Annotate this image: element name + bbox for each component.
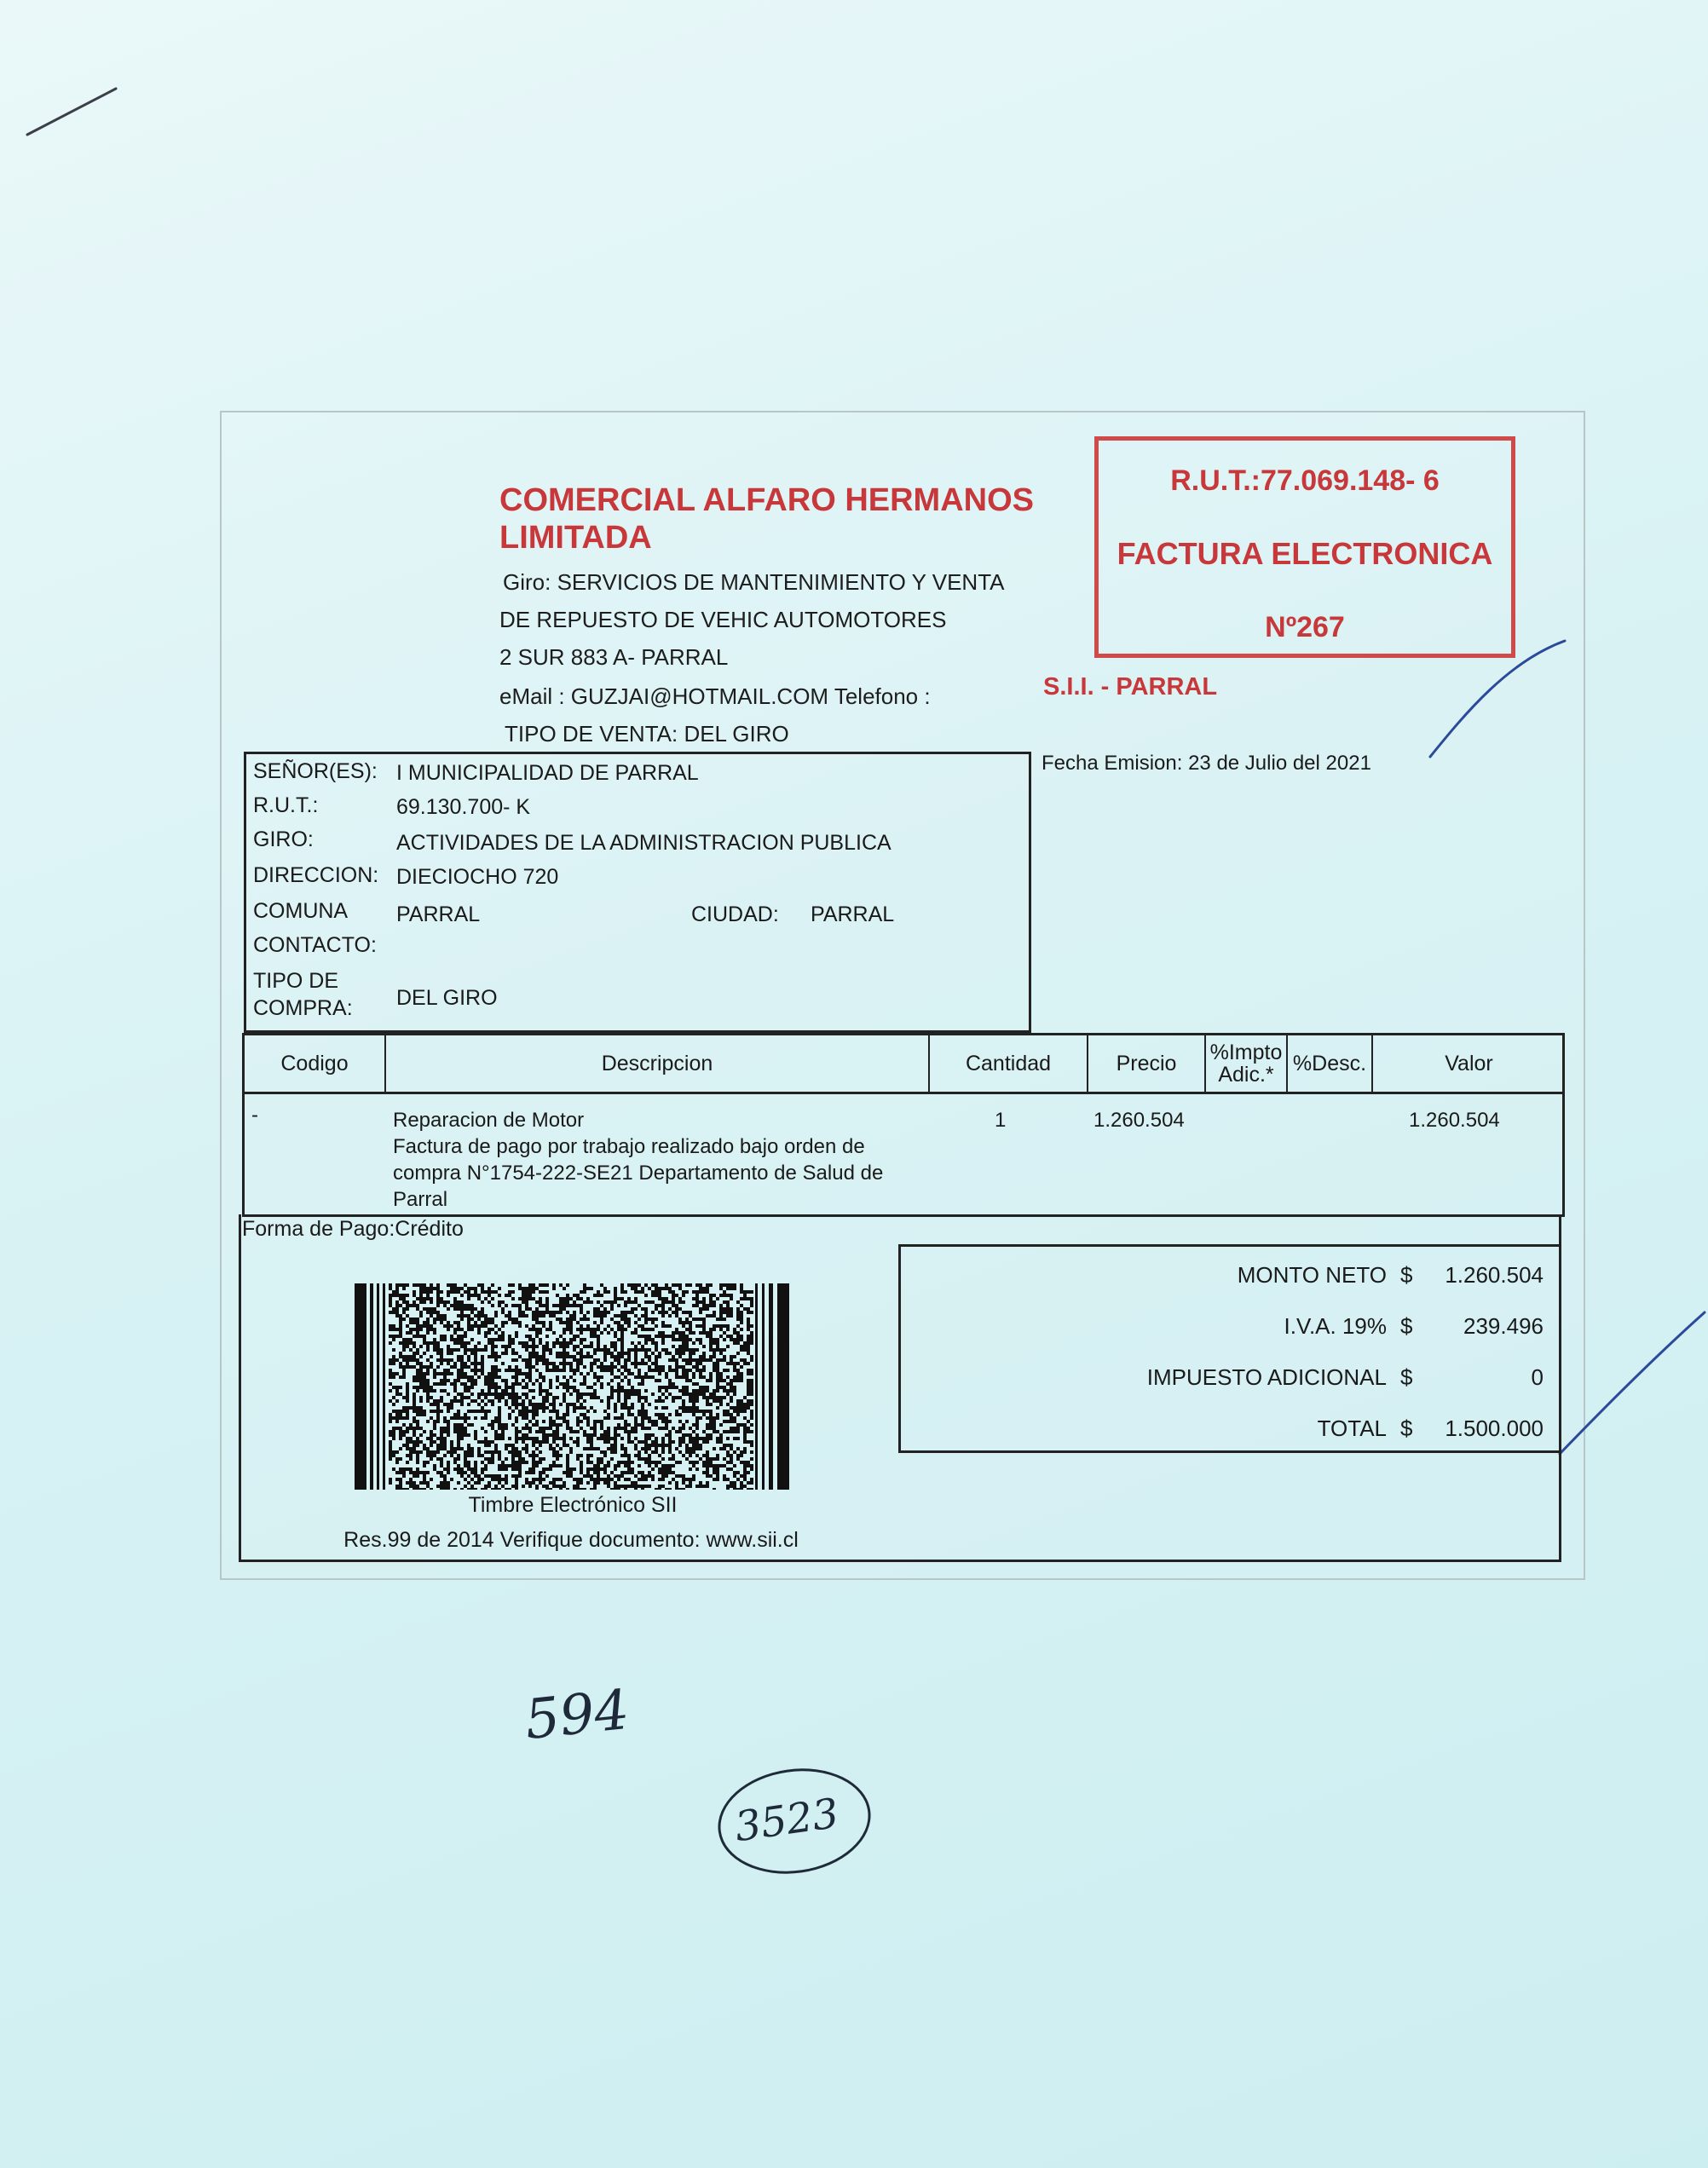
issuer-name-line-1: COMERCIAL ALFARO HERMANOS (499, 482, 1034, 518)
client-contact-label: CONTACTO: (253, 933, 377, 957)
currency-symbol: $ (1400, 1313, 1413, 1339)
timbre-label: Timbre Electrónico SII (468, 1493, 678, 1517)
row-cantidad: 1 (995, 1109, 1007, 1132)
client-name: I MUNICIPALIDAD DE PARRAL (396, 761, 699, 785)
adicional-label: IMPUESTO ADICIONAL (1146, 1364, 1387, 1390)
row-precio: 1.260.504 (1093, 1109, 1185, 1132)
rut-box (1094, 436, 1515, 658)
row-desc-line-3: compra N°1754-222-SE21 Departamento de Salud de (393, 1162, 884, 1185)
issuer-giro-line-1: Giro: SERVICIOS DE MANTENIMIENTO Y VENTA (503, 569, 1005, 595)
neto-value: 1.260.504 (1445, 1262, 1544, 1288)
total-label: TOTAL (1317, 1416, 1387, 1441)
document-number: Nº267 (1265, 611, 1345, 643)
issuer-contact: eMail : GUZJAI@HOTMAIL.COM Telefono : (499, 683, 931, 709)
col-header-impto-line-1: %Impto (1209, 1041, 1283, 1064)
client-giro: ACTIVIDADES DE LA ADMINISTRACION PUBLICA (396, 831, 892, 855)
iva-label: I.V.A. 19% (1284, 1313, 1387, 1339)
row-codigo: - (251, 1104, 258, 1127)
col-header-descripcion: Descripcion (386, 1035, 930, 1092)
client-rut: 69.130.700- K (396, 795, 531, 819)
total-row-adicional (901, 1364, 1559, 1398)
col-header-impto (1206, 1035, 1288, 1092)
resolution-text: Res.99 de 2014 Verifique documento: www.sii.cl (343, 1528, 799, 1552)
handwritten-circled-number: 3523 (731, 1789, 842, 1852)
total-value: 1.500.000 (1445, 1416, 1544, 1441)
total-row-iva (901, 1313, 1559, 1347)
row-valor: 1.260.504 (1409, 1109, 1500, 1132)
issuer-sale-type: TIPO DE VENTA: DEL GIRO (505, 721, 789, 747)
issuer-giro-line-2: DE REPUESTO DE VEHIC AUTOMOTORES (499, 607, 947, 632)
iva-value: 239.496 (1463, 1313, 1544, 1339)
timbre-barcode (355, 1283, 791, 1490)
sii-office: S.I.I. - PARRAL (1043, 673, 1218, 701)
row-desc-line-4: Parral (393, 1188, 448, 1211)
issue-date-label: Fecha Emision: (1042, 752, 1183, 775)
client-giro-label: GIRO: (253, 827, 314, 851)
client-purchase-type: DEL GIRO (396, 986, 498, 1010)
row-desc-line-1: Reparacion de Motor (393, 1109, 585, 1132)
issuer-name-line-2: LIMITADA (499, 520, 652, 556)
currency-symbol: $ (1400, 1262, 1413, 1288)
currency-symbol: $ (1400, 1364, 1413, 1390)
client-address-label: DIRECCION: (253, 863, 379, 887)
client-purchase-type-label-1: TIPO DE (253, 969, 339, 993)
client-city-label: CIUDAD: (691, 902, 779, 926)
client-box (244, 752, 1031, 1033)
check-mark (1423, 636, 1577, 764)
col-header-impto-line-2: Adic.* (1218, 1063, 1274, 1087)
rut-number: R.U.T.:77.069.148- 6 (1170, 464, 1440, 497)
payment-method: Forma de Pago:Crédito (242, 1217, 464, 1241)
header-rule (245, 1092, 1562, 1094)
col-header-valor: Valor (1445, 1052, 1493, 1075)
col-header-codigo: Codigo (245, 1035, 386, 1092)
client-purchase-type-label-2: COMPRA: (253, 996, 353, 1020)
total-row-total (901, 1416, 1559, 1450)
neto-label: MONTO NETO (1237, 1262, 1387, 1288)
col-header-precio: Precio (1088, 1035, 1206, 1092)
client-name-label: SEÑOR(ES): (253, 759, 378, 783)
pen-mark (17, 77, 128, 145)
handwritten-note: 594 (522, 1678, 632, 1753)
issuer-name (499, 481, 1053, 556)
totals-box (898, 1244, 1561, 1453)
issuer-address: 2 SUR 883 A- PARRAL (499, 644, 729, 670)
row-desc-line-2: Factura de pago por trabajo realizado bajo orden de (393, 1135, 865, 1158)
client-city: PARRAL (811, 902, 895, 926)
issue-date (1042, 752, 1371, 776)
adicional-value: 0 (1531, 1364, 1544, 1390)
issue-date-value: 23 de Julio del 2021 (1188, 752, 1371, 775)
client-comuna-label: COMUNA (253, 899, 349, 923)
col-header-cantidad: Cantidad (930, 1035, 1088, 1092)
client-address: DIECIOCHO 720 (396, 865, 559, 889)
check-mark (1555, 1304, 1708, 1457)
currency-symbol: $ (1400, 1416, 1413, 1441)
client-rut-label: R.U.T.: (253, 793, 319, 817)
document-type: FACTURA ELECTRONICA (1117, 536, 1493, 571)
items-table (242, 1033, 1565, 1217)
total-row-neto (901, 1262, 1559, 1296)
col-header-desc: %Desc. (1288, 1035, 1373, 1092)
client-comuna: PARRAL (396, 902, 481, 926)
row-descripcion (393, 1107, 883, 1213)
